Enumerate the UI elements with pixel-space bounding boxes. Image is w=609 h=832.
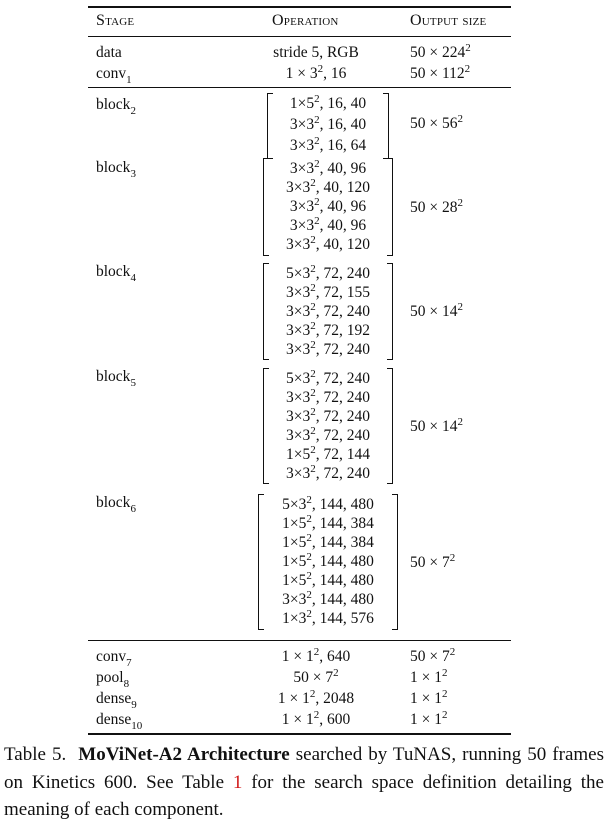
- out-conv7: $50 \times 7^2$: [410, 645, 456, 665]
- op-dense10: $1 \times 1^2$, 600: [281, 708, 351, 728]
- op-row: $1\times 5^2$, 16, 40: [289, 92, 367, 112]
- bottom-rule: [88, 733, 511, 735]
- out-dense10: $1 \times 1^2$: [410, 708, 448, 728]
- table-ref-link[interactable]: 1: [232, 771, 243, 793]
- op-row: $3\times 3^2$, 72, 155: [286, 281, 370, 301]
- op-dense9: $1 \times 1^2$, 2048: [277, 687, 355, 707]
- caption-text-a: searched by TuNAS, running 50 frames on Kinetics 600. See Table: [4, 744, 604, 793]
- op-row: $3\times 3^2$, 40, 120: [286, 233, 370, 253]
- header-operation: Operation: [272, 12, 339, 29]
- op-row: $3\times 3^2$, 72, 240: [286, 462, 370, 482]
- stage-data: data: [96, 44, 122, 61]
- stage-pool8: pool$_8$: [96, 669, 130, 691]
- table-caption: [4, 741, 604, 824]
- caption-label: Table 5.: [4, 744, 67, 765]
- op-row: $3\times 3^2$, 72, 240: [286, 386, 370, 406]
- out-block4: $50 \times 14^2$: [410, 300, 463, 320]
- stage-dense9: dense$_9$: [96, 690, 137, 712]
- stage-conv1: conv$_1$: [96, 65, 132, 87]
- stage-conv7: conv$_7$: [96, 648, 132, 670]
- stage-block5: block$_5$: [96, 368, 136, 390]
- out-conv1: $50 \times 112^2$: [410, 62, 471, 82]
- op-row: $5\times 3^2$, 72, 240: [286, 367, 370, 387]
- out-block3: $50 \times 28^2$: [410, 196, 463, 216]
- out-block2: $50 \times 56^2$: [410, 112, 463, 132]
- op-row: $1\times 5^2$, 144, 384: [282, 512, 374, 532]
- op-row: $3\times 3^2$, 72, 240: [286, 338, 370, 358]
- top-rule: [88, 6, 511, 8]
- op-row: $3\times 3^2$, 72, 240: [286, 424, 370, 444]
- op-data: stride 5, RGB: [273, 44, 359, 61]
- caption-title: MoViNet-A2 Architecture: [78, 744, 290, 765]
- op-row: $3\times 3^2$, 40, 96: [289, 157, 367, 177]
- op-row: $3\times 3^2$, 40, 96: [289, 214, 367, 234]
- op-row: $5\times 3^2$, 144, 480: [282, 493, 374, 513]
- op-matrix-block2: [267, 93, 389, 159]
- op-row: $3\times 3^2$, 40, 120: [286, 176, 370, 196]
- stage-block2: block$_2$: [96, 96, 136, 118]
- op-row: $3\times 3^2$, 16, 64: [289, 134, 367, 154]
- op-row: $3\times 3^2$, 16, 40: [289, 113, 367, 133]
- out-data: $50 \times 224^2$: [410, 41, 471, 61]
- header-output-size: Output size: [410, 12, 487, 29]
- op-conv7: $1 \times 1^2$, 640: [281, 645, 351, 665]
- out-dense9: $1 \times 1^2$: [410, 687, 448, 707]
- op-conv1: $1 \times 3^2$, 16: [285, 62, 347, 82]
- op-row: $1\times 5^2$, 144, 480: [282, 569, 374, 589]
- stem-rule: [88, 87, 511, 88]
- op-matrix-block6: [258, 494, 398, 630]
- op-row: $1\times 5^2$, 144, 480: [282, 550, 374, 570]
- op-row: $1\times 5^2$, 144, 384: [282, 531, 374, 551]
- op-row: $1\times 3^2$, 144, 576: [282, 607, 374, 627]
- stage-dense10: dense$_{10}$: [96, 711, 143, 733]
- op-row: $5\times 3^2$, 72, 240: [286, 262, 370, 282]
- stage-block3: block$_3$: [96, 159, 136, 181]
- header-stage: Stage: [96, 12, 135, 29]
- header-rule: [88, 36, 511, 37]
- op-row: $1\times 5^2$, 72, 144: [286, 443, 370, 463]
- out-block6: $50 \times 7^2$: [410, 551, 456, 571]
- op-row: $3\times 3^2$, 72, 240: [286, 300, 370, 320]
- op-matrix-block3: [263, 158, 393, 256]
- caption-text-b: for the search space definition detailing the meaning of each component.: [4, 771, 604, 820]
- op-matrix-block4: [263, 263, 393, 360]
- stage-block6: block$_6$: [96, 494, 136, 516]
- out-block5: $50 \times 14^2$: [410, 415, 463, 435]
- op-row: $3\times 3^2$, 72, 240: [286, 405, 370, 425]
- head-rule: [88, 640, 511, 641]
- op-matrix-block5: [263, 368, 393, 484]
- op-row: $3\times 3^2$, 144, 480: [282, 588, 374, 608]
- stage-block4: block$_4$: [96, 263, 136, 285]
- out-pool8: $1 \times 1^2$: [410, 666, 448, 686]
- op-row: $3\times 3^2$, 40, 96: [289, 195, 367, 215]
- op-pool8: $50 \times 7^2$: [293, 666, 339, 686]
- op-row: $3\times 3^2$, 72, 192: [286, 319, 370, 339]
